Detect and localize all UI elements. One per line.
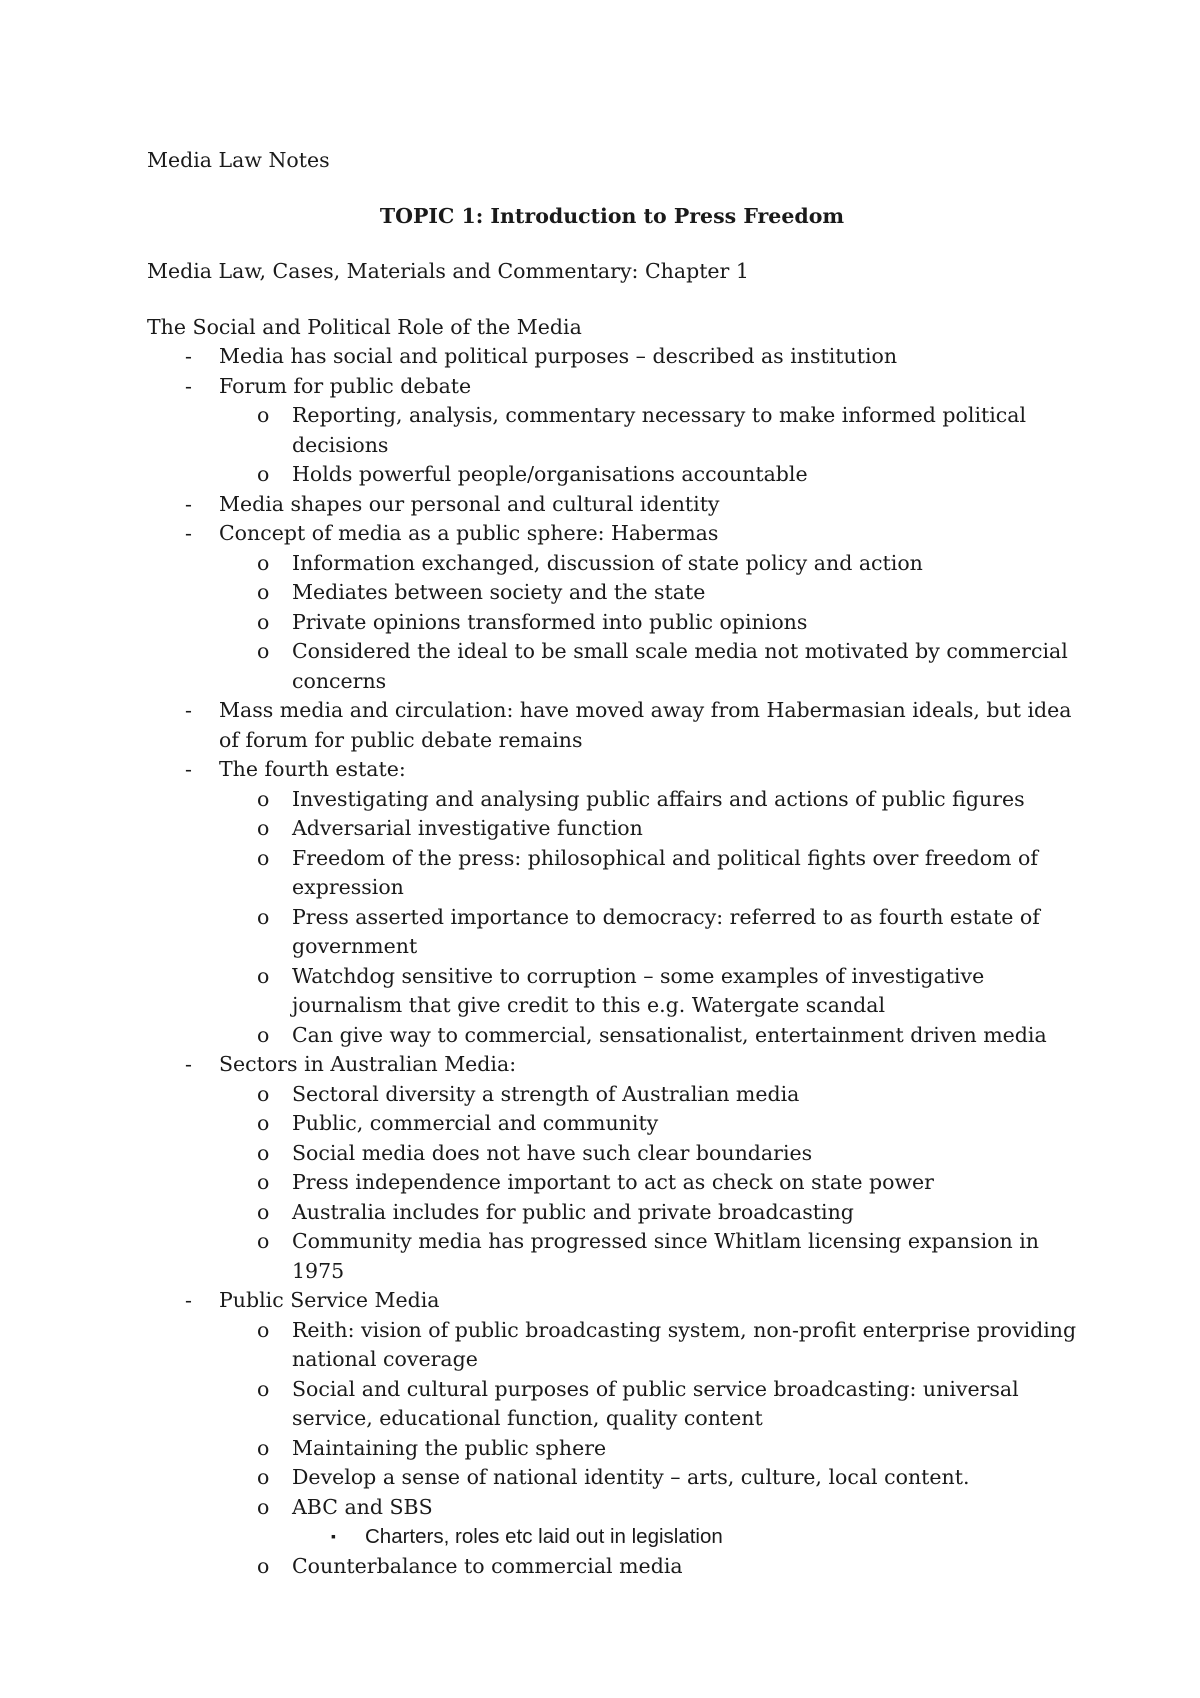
list-item: [219, 460, 1077, 490]
bullet-marker: o: [257, 1111, 270, 1135]
list-item-text: Forum for public debate: [219, 373, 472, 398]
list-item: [219, 578, 1077, 608]
list-item: [219, 1434, 1077, 1464]
nested-list: [219, 1080, 1077, 1287]
list-item-text: Press asserted importance to democracy: referred to as fourth estate of government: [292, 904, 1040, 958]
list-item: [147, 342, 1077, 372]
list-item-text: Charters, roles etc laid out in legislation: [365, 1525, 723, 1548]
list-item-text: Community media has progressed since Whitlam licensing expansion in 1975: [292, 1229, 1039, 1283]
nested-list: [219, 401, 1077, 490]
list-item-text: Media has social and political purposes – described as institution: [219, 344, 898, 368]
list-item: [147, 696, 1077, 755]
list-item-text: Press independence important to act as check on state power: [292, 1170, 934, 1194]
list-item: [219, 1493, 1077, 1552]
list-item-text: Social media does not have such clear boundaries: [292, 1140, 813, 1165]
list-item-text: Maintaining the public sphere: [292, 1435, 607, 1460]
list-item: [219, 608, 1077, 638]
bullet-marker: o: [257, 1376, 270, 1401]
bullet-marker: o: [257, 1081, 270, 1106]
bullet-marker: o: [257, 1229, 270, 1253]
list-item-text: ABC and SBS: [292, 1494, 433, 1519]
bullet-marker: o: [257, 1553, 270, 1578]
bullet-marker: ▪: [331, 1528, 336, 1544]
nested-list: [219, 1316, 1077, 1582]
topic-title: TOPIC 1: Introduction to Press Freedom: [379, 203, 845, 228]
list-item-text: Develop a sense of national identity – arts, culture, local content.: [292, 1465, 970, 1489]
bullet-marker: -: [185, 344, 192, 368]
bullet-marker: -: [185, 491, 192, 516]
list-item-text: Private opinions transformed into public opinions: [292, 609, 808, 634]
nested-list: [219, 549, 1077, 697]
bullet-marker: o: [257, 786, 270, 811]
bullet-marker: o: [257, 639, 270, 663]
list-item: [219, 1316, 1077, 1375]
list-item: [219, 1168, 1077, 1198]
bullet-marker: o: [257, 816, 270, 840]
list-item-text: Considered the ideal to be small scale media not motivated by commercial concerns: [292, 639, 1068, 693]
list-item: [147, 372, 1077, 490]
list-item-text: Counterbalance to commercial media: [292, 1553, 683, 1578]
list-item: [219, 1198, 1077, 1228]
list-item: [147, 755, 1077, 1050]
bullet-marker: o: [257, 1494, 270, 1519]
bullet-marker: o: [257, 550, 270, 575]
document-title: Media Law Notes: [147, 148, 330, 172]
list-item-text: Australia includes for public and private broadcasting: [292, 1199, 854, 1224]
list-item: [219, 1463, 1077, 1493]
bullet-marker: o: [257, 609, 270, 634]
list-item: [147, 519, 1077, 696]
list-item: [219, 1375, 1077, 1434]
list-item-text: Investigating and analysing public affairs and actions of public figures: [292, 786, 1025, 811]
nested-list: [219, 785, 1077, 1051]
list-item: [219, 549, 1077, 579]
list-item-text: Mediates between society and the state: [292, 580, 706, 604]
list-item-text: Public, commercial and community: [292, 1111, 659, 1135]
bullet-marker: o: [257, 1465, 270, 1489]
list-item: [219, 814, 1077, 844]
bullet-marker: o: [257, 904, 270, 929]
bullet-marker: o: [257, 1317, 270, 1342]
reference-line: Media Law, Cases, Materials and Commentary: Chapter 1: [147, 259, 749, 283]
list-item-text: Sectors in Australian Media:: [219, 1052, 517, 1076]
list-item: [219, 1552, 1077, 1582]
list-item: [219, 903, 1077, 962]
bullet-marker: o: [257, 462, 270, 486]
bullet-marker: -: [185, 1052, 192, 1076]
bullet-marker: o: [257, 1435, 270, 1460]
nested-list: [292, 1522, 1077, 1552]
list-item: [219, 1227, 1077, 1286]
list-item-text: Reith: vision of public broadcasting system, non-profit enterprise providing national coverage: [292, 1317, 1077, 1371]
bullet-marker: -: [185, 521, 192, 545]
bullet-marker: o: [257, 1140, 270, 1165]
list-item-text: Public Service Media: [219, 1288, 440, 1312]
list-item-text: Reporting, analysis, commentary necessary to make informed political decisions: [292, 403, 1027, 457]
list-item-text: Social and cultural purposes of public service broadcasting: universal service, educational function, quality content: [292, 1376, 1019, 1430]
list-item-text: Information exchanged, discussion of state policy and action: [292, 550, 923, 575]
list-item-text: Freedom of the press: philosophical and political fights over freedom of expression: [292, 845, 1038, 899]
list-item: [147, 1286, 1077, 1581]
bullet-marker: -: [185, 698, 192, 722]
list-item-text: The fourth estate:: [219, 757, 406, 781]
bullet-marker: o: [257, 845, 270, 870]
list-item-text: Media shapes our personal and cultural identity: [219, 491, 720, 516]
list-item-text: Adversarial investigative function: [292, 816, 643, 840]
document-body: [147, 146, 1077, 1581]
list-item: [147, 1050, 1077, 1286]
list-item: [292, 1522, 1077, 1552]
list-item: [147, 490, 1077, 520]
bullet-marker: o: [257, 580, 270, 604]
list-item: [219, 1139, 1077, 1169]
list-item: [219, 844, 1077, 903]
list-item-text: Holds powerful people/organisations accountable: [292, 462, 808, 486]
list-item-text: Concept of media as a public sphere: Habermas: [219, 521, 719, 545]
section-heading: The Social and Political Role of the Media: [147, 314, 582, 339]
list-item-text: Sectoral diversity a strength of Australian media: [292, 1081, 800, 1106]
list-item: [219, 1080, 1077, 1110]
bullet-marker: -: [185, 1288, 192, 1312]
list-item-text: Watchdog sensitive to corruption – some examples of investigative journalism that give credit to this e.g. Watergate scandal: [292, 963, 985, 1017]
bullet-marker: o: [257, 1022, 270, 1047]
bullet-marker: -: [185, 757, 192, 781]
list-item: [219, 637, 1077, 696]
bullet-marker: o: [257, 1170, 270, 1194]
list-item: [219, 1021, 1077, 1051]
bullet-marker: o: [257, 1199, 270, 1224]
list-item: [219, 1109, 1077, 1139]
bullet-marker: o: [257, 403, 270, 427]
list-item: [219, 785, 1077, 815]
list-item-text: Mass media and circulation: have moved away from Habermasian ideals, but idea of forum for public debate remains: [219, 698, 1072, 752]
bullet-marker: -: [185, 373, 192, 398]
list-item: [219, 962, 1077, 1021]
bullet-marker: o: [257, 963, 270, 988]
list-item-text: Can give way to commercial, sensationalist, entertainment driven media: [292, 1022, 1047, 1047]
list-item: [219, 401, 1077, 460]
outline-list: [147, 342, 1077, 1581]
